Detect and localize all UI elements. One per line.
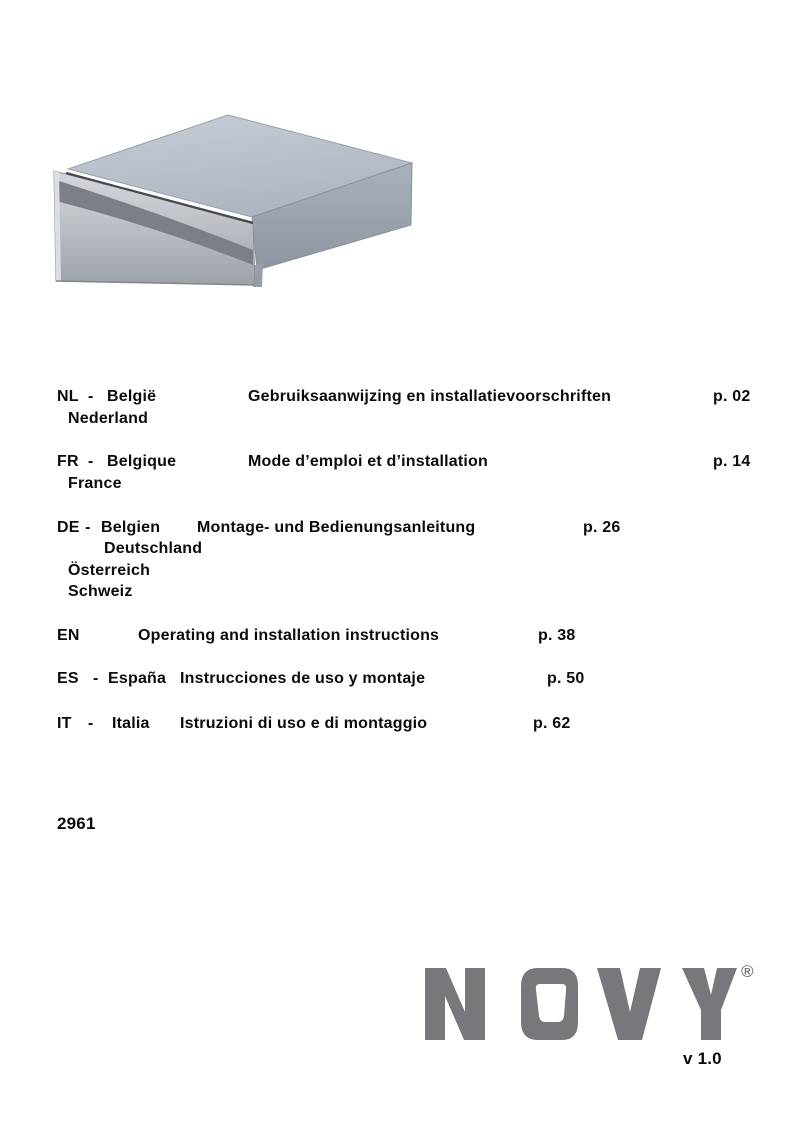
region: France xyxy=(68,475,122,492)
lang-code: DE xyxy=(57,519,80,536)
registered-trademark-symbol: ® xyxy=(741,962,754,981)
region: Belgien xyxy=(101,519,161,536)
logo-letter-n xyxy=(425,968,485,1040)
description: Istruzioni di uso e di montaggio xyxy=(180,715,428,732)
novy-logo-wordmark xyxy=(420,960,750,1050)
logo-letter-v xyxy=(597,968,661,1040)
page-ref: p. 50 xyxy=(547,670,585,687)
description: Instrucciones de uso y montaje xyxy=(180,670,426,687)
region: Österreich xyxy=(68,562,151,579)
lang-code: IT xyxy=(57,715,72,732)
region: Italia xyxy=(112,715,150,732)
page-ref: p. 02 xyxy=(713,388,751,405)
region: Schweiz xyxy=(68,583,133,600)
region: Belgique xyxy=(107,453,177,470)
description: Montage- und Bedienungsanleitung xyxy=(197,519,476,536)
page-ref: p. 26 xyxy=(583,519,621,536)
region: Nederland xyxy=(68,410,149,427)
region: Deutschland xyxy=(104,540,203,557)
lang-code: ES xyxy=(57,670,79,687)
region: España xyxy=(108,670,167,687)
separator: - xyxy=(88,388,94,405)
lang-code: NL xyxy=(57,388,79,405)
logo-letter-y xyxy=(682,968,737,1040)
model-number: 2961 xyxy=(57,814,96,833)
logo-letter-o-counter xyxy=(536,984,566,1022)
product-illustration xyxy=(40,100,440,300)
region: België xyxy=(107,388,157,405)
separator: - xyxy=(88,453,94,470)
page-ref: p. 14 xyxy=(713,453,751,470)
version-label: v 1.0 xyxy=(683,1049,722,1068)
lang-code: EN xyxy=(57,627,80,644)
separator: - xyxy=(85,519,91,536)
lang-code: FR xyxy=(57,453,79,470)
description: Gebruiksaanwijzing en installatievoorschriften xyxy=(248,388,612,405)
page-ref: p. 38 xyxy=(538,627,576,644)
separator: - xyxy=(88,715,94,732)
description: Operating and installation instructions xyxy=(138,627,440,644)
description: Mode d’emploi et d’installation xyxy=(248,453,488,470)
page-ref: p. 62 xyxy=(533,715,571,732)
separator: - xyxy=(93,670,99,687)
